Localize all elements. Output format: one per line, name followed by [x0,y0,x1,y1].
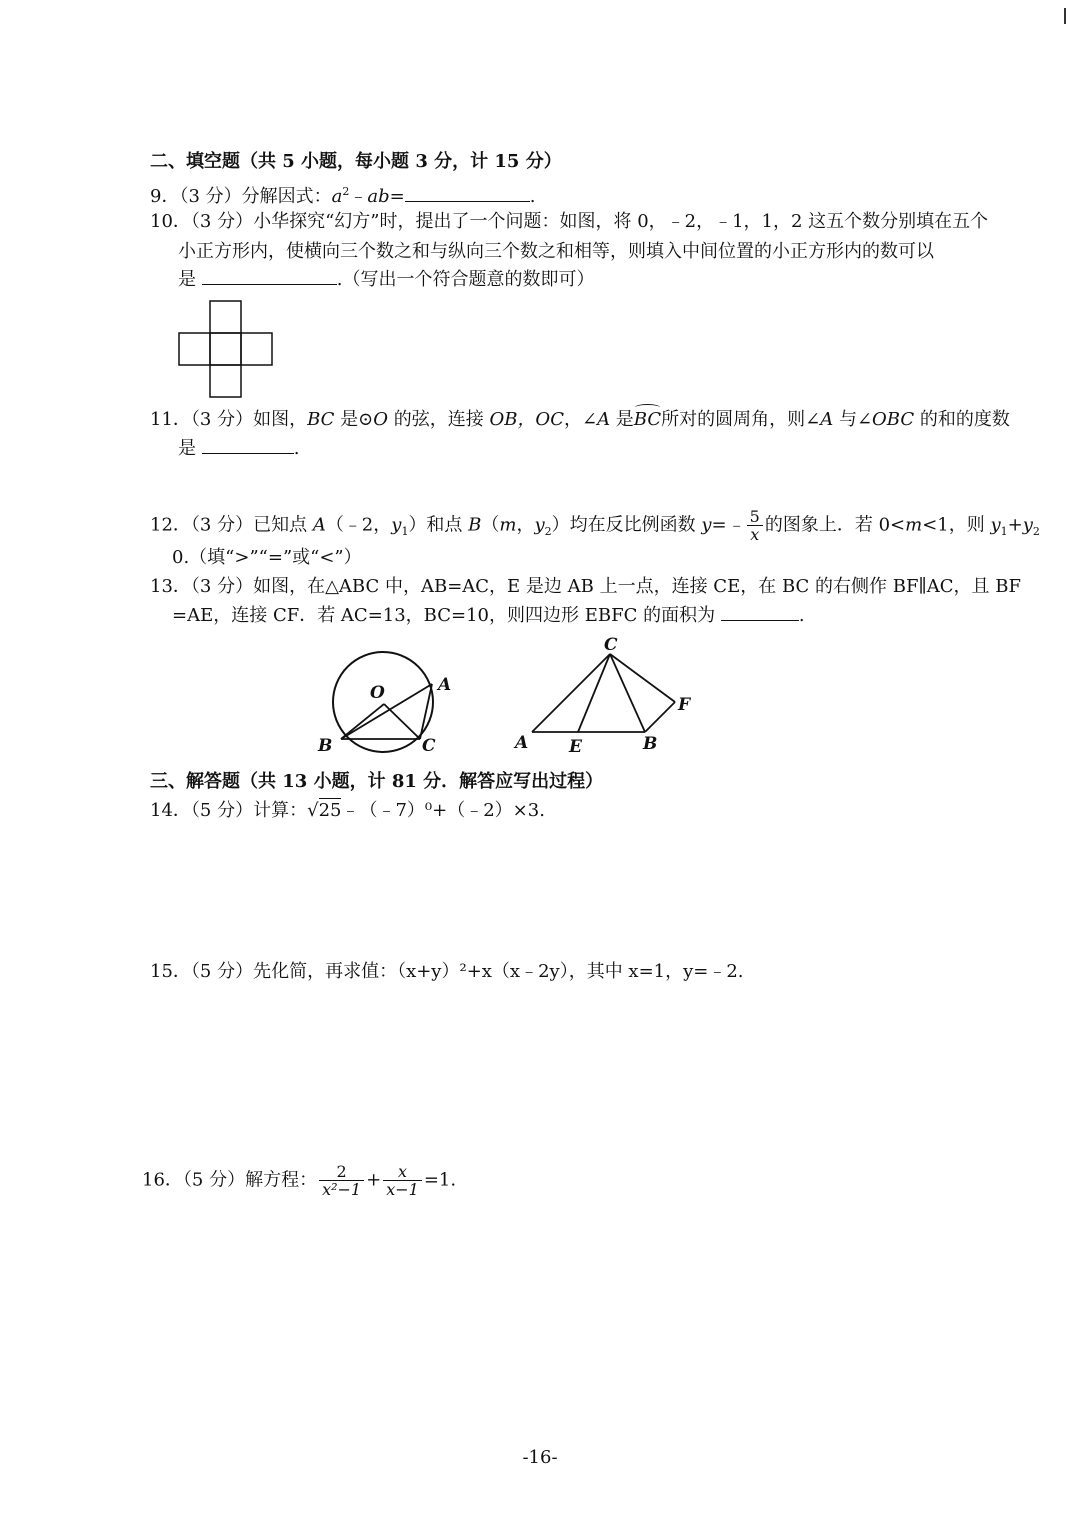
question-9: 9．（3 分）分解因式：$a^2﹣ab=$ . [150,185,536,207]
question-16: 16．（5 分）解方程： $\frac{2}{\text{x²−1}}$ + $\frac{x}{x-1}$ =1. [142,1162,457,1199]
question-12-line-2: 0.（填“>”“=”或“<”） [172,547,362,568]
question-13-line-1: 13．（3 分）如图，在△ABC 中，AB=AC，E 是边 AB 上一点，连接 CE，在 BC 的右侧作 BF∥AC，且 BF [150,576,1021,597]
section-title-answer: 三、解答题（共 13 小题，计 81 分．解答应写出过程） [150,771,604,792]
label-c: C [422,736,436,756]
question-14: 14．（5 分）计算：√25﹣（﹣7）⁰+（﹣2）×3. [150,800,545,821]
question-10-line-3: 是 .（写出一个符合题意的数即可） [178,269,595,290]
magic-square-cross-figure [178,300,278,400]
question-11-line-2: 是 . [178,438,300,459]
label-b: B [318,736,333,756]
label-o: O [370,683,385,703]
question-10-line-1: 10．（3 分）小华探究“幻方”时，提出了一个问题：如图，将 0，﹣2，﹣1，1，2 这五个数分别填在五个 [150,211,989,232]
label-a: A [438,675,452,695]
section-title-fill-blank: 二、填空题（共 5 小题，每小题 3 分，计 15 分） [150,151,562,172]
label-e: E [569,737,582,757]
label-f: F [678,695,691,715]
question-15: 15．（5 分）先化简，再求值：（x+y）²+x（x﹣2y），其中 x=1，y=﹣2. [150,961,744,982]
circle-figure [310,650,460,760]
triangle-figure [510,632,710,762]
page-number: -16- [522,1447,558,1468]
question-10-line-2: 小正方形内，使横向三个数之和与纵向三个数之和相等，则填入中间位置的小正方形内的数可以 [178,241,934,262]
question-11-line-1: 11．（3 分）如图，BC 是⊙O 的弦，连接 OB，OC，∠A 是BC所对的圆周角，则∠A 与∠OBC 的和的度数 [150,409,1010,430]
label-c: C [604,635,618,655]
label-a: A [515,733,529,753]
question-13-line-2: =AE，连接 CF．若 AC=13，BC=10，则四边形 EBFC 的面积为 . [172,605,805,626]
page-edge-mark [1064,8,1066,24]
question-12-line-1: 12．（3 分）已知点 A（﹣2，$y_1$）和点 B（m，$y_2$）均在反比例函数 y=﹣ $\frac{5}{x}$ 的图象上．若 0<m<1，则 $y_1+y_2$ [150,507,1040,544]
label-b: B [643,734,658,754]
